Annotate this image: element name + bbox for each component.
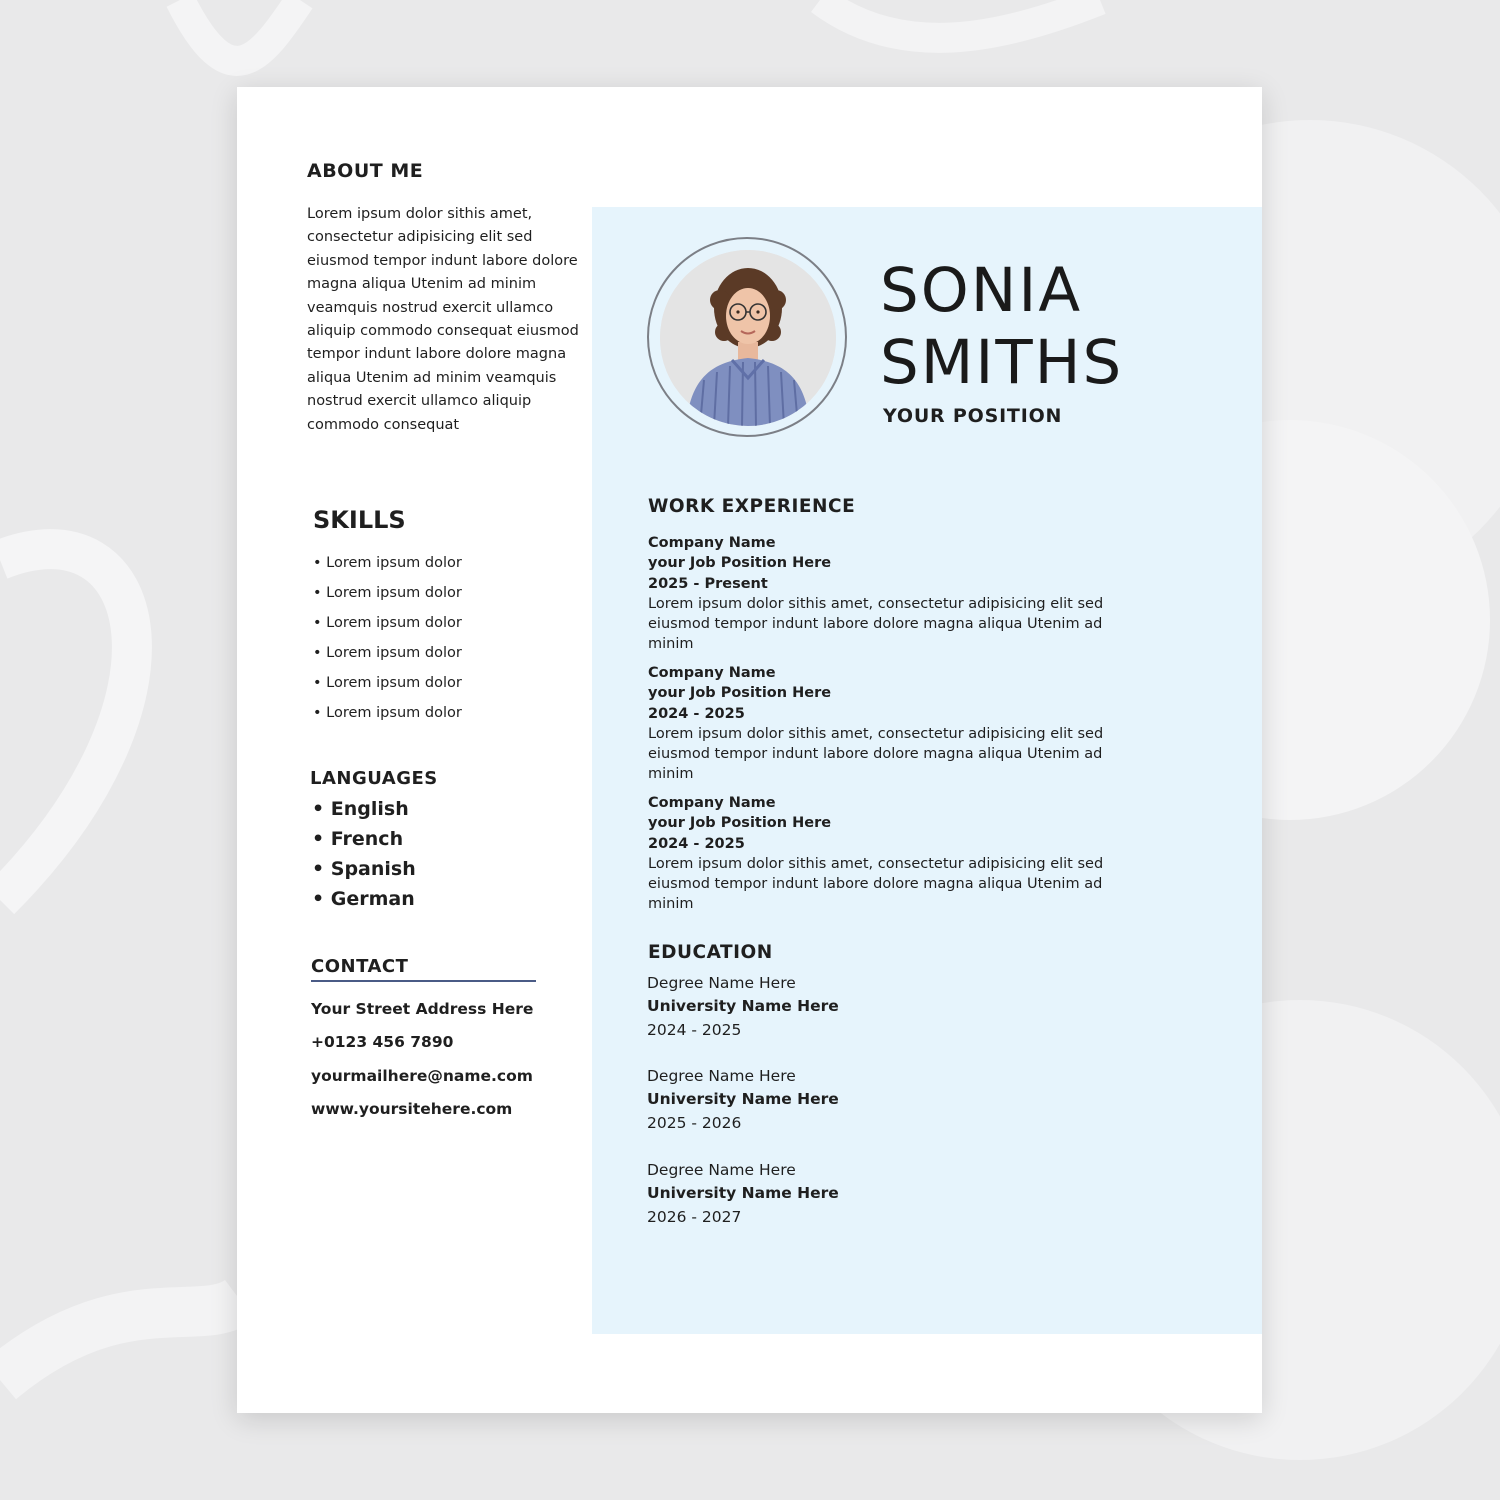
degree-name: Degree Name Here xyxy=(647,974,796,992)
job-role: your Job Position Here xyxy=(648,685,832,702)
job-entry xyxy=(648,533,1148,655)
position-title: YOUR POSITION xyxy=(883,405,1063,427)
job-description: Lorem ipsum dolor sithis amet, consectetur adipisicing elit sed eiusmod tempor indunt labore dolore magna aliqua Utenim ad minim xyxy=(648,595,1104,653)
education-entry xyxy=(647,972,839,1042)
skill-item: • Lorem ipsum dolor xyxy=(313,585,462,601)
education-heading: EDUCATION xyxy=(648,942,773,963)
contact-website: www.yoursitehere.com xyxy=(311,1100,513,1118)
skills-list xyxy=(313,553,462,733)
first-name: SONIA xyxy=(880,255,1083,326)
job-role: your Job Position Here xyxy=(648,555,832,572)
university-name: University Name Here xyxy=(647,1090,839,1109)
job-role: your Job Position Here xyxy=(648,815,832,832)
job-entry xyxy=(648,663,1148,785)
job-company: Company Name xyxy=(648,665,776,681)
degree-name: Degree Name Here xyxy=(647,1067,796,1085)
contact-email: yourmailhere@name.com xyxy=(311,1067,533,1085)
contact-address: Your Street Address Here xyxy=(311,1000,534,1018)
job-company: Company Name xyxy=(648,535,776,551)
contact-phone: +0123 456 7890 xyxy=(311,1033,454,1051)
education-dates: 2025 - 2026 xyxy=(647,1113,742,1132)
education-entry xyxy=(647,1065,839,1135)
skills-heading: SKILLS xyxy=(313,506,406,534)
language-item: • German xyxy=(312,888,415,910)
job-entry xyxy=(648,793,1148,915)
languages-heading: LANGUAGES xyxy=(310,768,438,789)
job-dates: 2024 - 2025 xyxy=(648,835,745,852)
job-company: Company Name xyxy=(648,795,776,811)
language-item: • Spanish xyxy=(312,858,416,880)
about-me-heading: ABOUT ME xyxy=(307,160,424,182)
degree-name: Degree Name Here xyxy=(647,1161,796,1179)
resume-page xyxy=(237,87,1262,1413)
work-experience-heading: WORK EXPERIENCE xyxy=(648,496,856,517)
skill-item: • Lorem ipsum dolor xyxy=(313,675,462,691)
skill-item: • Lorem ipsum dolor xyxy=(313,555,462,571)
education-dates: 2024 - 2025 xyxy=(647,1020,742,1039)
job-description: Lorem ipsum dolor sithis amet, consectetur adipisicing elit sed eiusmod tempor indunt labore dolore magna aliqua Utenim ad minim xyxy=(648,725,1104,783)
skill-item: • Lorem ipsum dolor xyxy=(313,615,462,631)
job-dates: 2024 - 2025 xyxy=(648,705,745,722)
languages-list xyxy=(312,797,416,917)
education-dates: 2026 - 2027 xyxy=(647,1207,742,1226)
profile-photo xyxy=(660,250,836,426)
university-name: University Name Here xyxy=(647,997,839,1016)
skill-item: • Lorem ipsum dolor xyxy=(313,705,462,721)
contact-heading: CONTACT xyxy=(311,956,409,977)
last-name: SMITHS xyxy=(880,327,1124,398)
job-dates: 2025 - Present xyxy=(648,575,768,592)
university-name: University Name Here xyxy=(647,1184,839,1203)
language-item: • English xyxy=(312,798,409,820)
about-me-text: Lorem ipsum dolor sithis amet, consectetur adipisicing elit sed eiusmod tempor indunt labore dolore magna aliqua Utenim ad minim veamquis nostrud exercit ullamco aliquip commodo consequat eiusmod tempor indunt labore dolore magna aliqua Utenim ad minim veamquis nostrud exercit ullamco aliquip commodo consequat xyxy=(307,206,579,433)
education-entry xyxy=(647,1159,839,1229)
skill-item: • Lorem ipsum dolor xyxy=(313,645,462,661)
contact-divider xyxy=(311,980,536,982)
job-description: Lorem ipsum dolor sithis amet, consectetur adipisicing elit sed eiusmod tempor indunt labore dolore magna aliqua Utenim ad minim xyxy=(648,855,1104,913)
profile-photo-frame xyxy=(647,237,847,437)
portrait-illustration xyxy=(660,250,836,426)
language-item: • French xyxy=(312,828,404,850)
